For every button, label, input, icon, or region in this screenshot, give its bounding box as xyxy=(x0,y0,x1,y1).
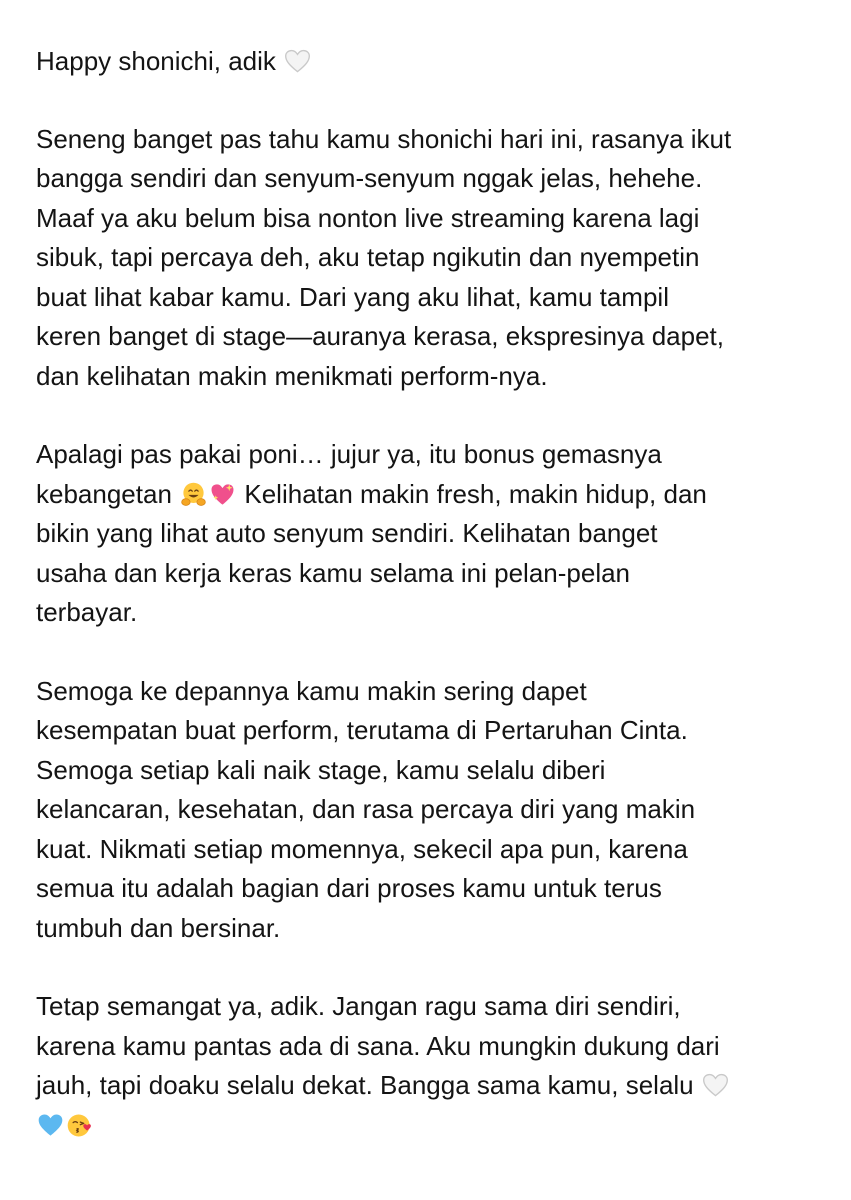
text-line-with-emoji xyxy=(36,475,826,515)
text-line: Semoga ke depannya kamu makin sering dapet xyxy=(36,675,587,706)
text-line: dan kelihatan makin menikmati perform-nya. xyxy=(36,360,548,391)
text-line: terbayar. xyxy=(36,597,138,627)
text-line: bangga sendiri dan senyum-senyum nggak jelas, hehehe. xyxy=(36,163,703,193)
sparkling-heart-icon xyxy=(209,481,236,508)
text-line: Tetap semangat ya, adik. Jangan ragu sama diri sendiri, xyxy=(36,991,681,1021)
text-line: tumbuh dan bersinar. xyxy=(36,912,281,943)
blue-heart-icon xyxy=(37,1112,64,1139)
text-fragment: kebangetan xyxy=(36,478,172,509)
message-note xyxy=(36,42,826,1145)
paragraph-4 xyxy=(36,987,826,1145)
text-line: bikin yang lihat auto senyum sendiri. Kelihatan banget xyxy=(36,518,658,548)
text-line: Semoga setiap kali naik stage, kamu selalu diberi xyxy=(36,754,606,785)
paragraph-2 xyxy=(36,435,826,633)
text-line: sibuk, tapi percaya deh, aku tetap ngikutin dan nyempetin xyxy=(36,242,700,272)
text-line: karena kamu pantas ada di sana. Aku mungkin dukung dari xyxy=(36,1030,720,1061)
text-line: kuat. Nikmati setiap momennya, sekecil apa pun, karena xyxy=(36,833,688,864)
paragraph-3 xyxy=(36,672,826,949)
greeting-text: Happy shonichi, adik xyxy=(36,46,276,76)
paragraph-1 xyxy=(36,120,826,397)
greeting-line xyxy=(36,42,826,82)
hugging-face-icon xyxy=(180,481,207,508)
text-line: semua itu adalah bagian dari proses kamu untuk terus xyxy=(36,873,662,903)
text-line: usaha dan kerja keras kamu selama ini pelan-pelan xyxy=(36,557,631,588)
text-line: Apalagi pas pakai poni… jujur ya, itu bonus gemasnya xyxy=(36,439,662,469)
face-blowing-kiss-icon xyxy=(66,1112,93,1139)
text-line: keren banget di stage—auranya kerasa, ekspresinya dapet, xyxy=(36,321,724,351)
white-heart-icon xyxy=(284,48,311,75)
text-line: buat lihat kabar kamu. Dari yang aku lihat, kamu tampil xyxy=(36,281,669,312)
text-fragment: jauh, tapi doaku selalu dekat. Bangga sama kamu, selalu xyxy=(36,1070,694,1100)
text-line: kesempatan buat perform, terutama di Pertaruhan Cinta. xyxy=(36,715,688,745)
emoji-line xyxy=(36,1106,826,1146)
text-line-with-emoji xyxy=(36,1066,826,1106)
text-line: Seneng banget pas tahu kamu shonichi hari ini, rasanya ikut xyxy=(36,123,732,154)
white-heart-icon xyxy=(702,1072,729,1099)
text-fragment: Kelihatan makin fresh, makin hidup, dan xyxy=(244,478,707,509)
text-line: Maaf ya aku belum bisa nonton live streaming karena lagi xyxy=(36,202,700,233)
text-line: kelancaran, kesehatan, dan rasa percaya diri yang makin xyxy=(36,794,696,824)
